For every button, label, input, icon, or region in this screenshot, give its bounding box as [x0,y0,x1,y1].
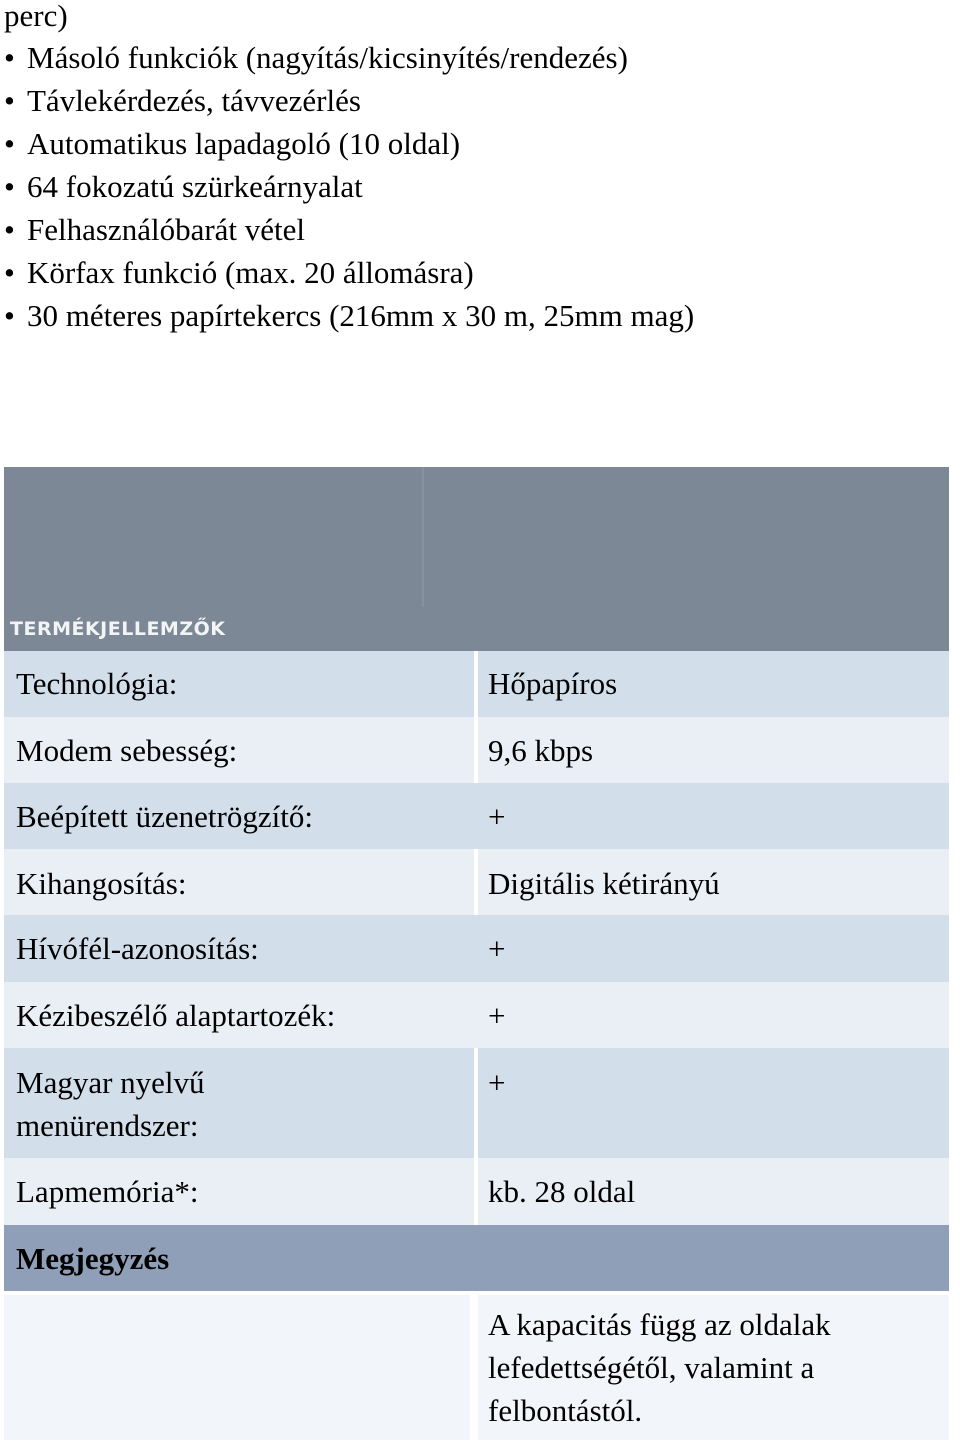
spec-label: Modem sebesség: [16,733,238,768]
column-divider [474,1158,478,1225]
note-row [4,1291,949,1444]
table-row [4,651,949,717]
column-divider [474,1048,478,1158]
spec-value: 9,6 kbps [488,733,594,768]
note-heading: Megjegyzés [16,1241,170,1276]
spec-value: kb. 28 oldal [488,1174,636,1209]
note-text-line: felbontástól. [488,1393,643,1428]
spec-label: Lapmemória*: [16,1174,199,1209]
spec-label: Kihangosítás: [16,866,187,901]
table-row [4,1048,949,1158]
spec-label: Kézibeszélő alaptartozék: [16,998,336,1033]
bullet-mark: • [4,212,15,247]
bullet-mark: • [4,255,15,290]
bullet-mark: • [4,83,15,118]
list-item-text: Automatikus lapadagoló (10 oldal) [27,126,461,161]
banner-divider [422,467,424,607]
spec-label: Technológia: [16,666,178,701]
table-row [4,849,949,915]
list-item-text: Másoló funkciók (nagyítás/kicsinyítés/rendezés) [27,40,628,75]
spec-value: + [488,1065,506,1100]
note-text-line: lefedettségétől, valamint a [488,1350,815,1385]
list-item-text: Felhasználóbarát vétel [27,212,306,247]
column-divider [474,717,478,783]
bullet-mark: • [4,169,15,204]
column-divider [474,651,478,717]
table-row [4,717,949,783]
banner-title: TERMÉKJELLEMZŐK [10,618,226,640]
spec-label: Hívófél-azonosítás: [16,931,259,966]
table-row [4,1158,949,1225]
spec-label: menürendszer: [16,1108,199,1143]
table-row [4,915,949,982]
spec-value: + [488,998,506,1033]
bullet-mark: • [4,40,15,75]
note-header-row [4,1225,949,1291]
spec-value: + [488,931,506,966]
table-row [4,783,949,849]
list-item-text: 30 méteres papírtekercs (216mm x 30 m, 25mm mag) [27,298,695,333]
spec-label: Beépített üzenetrögzítő: [16,799,313,834]
table-row [4,982,949,1048]
column-divider [474,849,478,915]
note-left-cell [4,1295,470,1440]
spec-value: + [488,799,506,834]
continued-text: perc) [4,0,68,33]
spec-label: Magyar nyelvű [16,1065,205,1100]
spec-value: Digitális kétirányú [488,866,720,901]
list-item-text: Távlekérdezés, távvezérlés [27,83,361,118]
bullet-mark: • [4,126,15,161]
note-text-line: A kapacitás függ az oldalak [488,1307,831,1342]
list-item-text: Körfax funkció (max. 20 állomásra) [27,255,474,290]
list-item-text: 64 fokozatú szürkeárnyalat [27,169,363,204]
spec-value: Hőpapíros [488,666,618,701]
bullet-mark: • [4,298,15,333]
